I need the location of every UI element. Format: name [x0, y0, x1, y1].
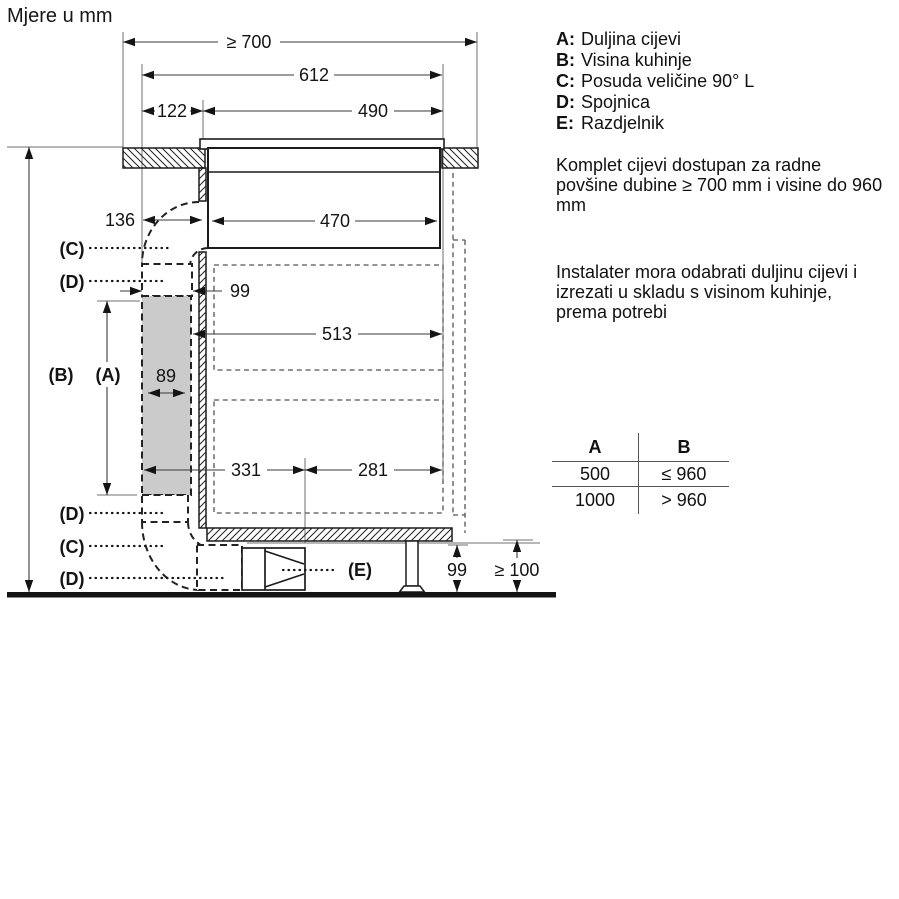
dim-281: 281 [357, 460, 389, 480]
table-cell: 500 [552, 462, 639, 487]
dim-99-top: 99 [229, 281, 251, 301]
label-b: (B) [48, 365, 74, 385]
table-header-b: B [639, 433, 730, 462]
table-cell: 1000 [552, 487, 639, 515]
units-note: Mjere u mm [7, 5, 113, 27]
table-header-row [552, 433, 729, 462]
legend-item-d [556, 92, 754, 113]
dim-700: ≥ 700 [226, 32, 272, 52]
extension-lines [7, 32, 540, 545]
label-e: (E) [348, 560, 372, 580]
connector-top [142, 264, 192, 296]
duct-pipe [142, 296, 191, 495]
cabinet-back-panel [199, 252, 206, 528]
dim-89: 89 [155, 366, 177, 386]
worktop-left [123, 148, 205, 168]
table-row [552, 462, 729, 487]
hob [200, 139, 444, 248]
legend-text: Visina kuhinje [581, 50, 692, 70]
connector-bottom [197, 545, 242, 590]
dim-612: 612 [298, 65, 330, 85]
diffuser [242, 548, 305, 590]
floor [7, 592, 556, 598]
label-d-bottom: (D) [59, 569, 85, 589]
label-d-top: (D) [59, 272, 85, 292]
legend-key: C: [556, 71, 575, 91]
table-cell: ≤ 960 [639, 462, 730, 487]
drawer-lower [214, 400, 443, 513]
cabinet-leg [400, 541, 425, 592]
legend-item-c [556, 71, 754, 92]
dim-513: 513 [321, 324, 353, 344]
legend-item-e [556, 113, 754, 134]
cutout-edge [199, 168, 206, 201]
dim-490: 490 [357, 101, 389, 121]
legend-key: A: [556, 29, 575, 49]
dim-470: 470 [319, 211, 351, 231]
legend-text: Posuda veličine 90° L [581, 71, 755, 91]
legend-text: Duljina cijevi [581, 29, 682, 49]
leg-foot [400, 586, 425, 592]
table-row [552, 487, 729, 515]
table-header-a: A [552, 433, 639, 462]
dim-99-bottom: 99 [446, 560, 468, 580]
legend-text: Razdjelnik [581, 113, 665, 133]
dim-100: ≥ 100 [494, 560, 540, 580]
note-duct-kit: Komplet cijevi dostupan za radne povšine dubine ≥ 700 mm i visine do 960 mm [556, 155, 883, 215]
dim-331: 331 [230, 460, 262, 480]
legend-item-b [556, 50, 754, 71]
cabinet-bottom-panel [207, 528, 452, 541]
label-c-bottom: (C) [59, 537, 85, 557]
legend-item-a [556, 29, 754, 50]
bend-top-outer [142, 202, 199, 264]
table-cell: > 960 [661, 490, 707, 510]
pipe-length-table [552, 433, 729, 514]
dimension-lines [29, 42, 517, 592]
parts-legend [556, 29, 754, 134]
dim-122: 122 [156, 101, 188, 121]
legend-text: Spojnica [581, 92, 651, 112]
connector-low [142, 495, 188, 522]
bend-bottom-outer [142, 522, 200, 590]
legend-key: E: [556, 113, 574, 133]
legend-key: D: [556, 92, 575, 112]
label-c-top: (C) [59, 239, 85, 259]
label-a: (A) [95, 365, 121, 385]
legend-key: B: [556, 50, 575, 70]
dim-136: 136 [104, 210, 136, 230]
note-installer: Instalater mora odabrati duljinu cijevi i izrezati u skladu s visinom kuhinje, prema potrebi [556, 262, 858, 322]
worktop-right [442, 148, 478, 168]
extractor-box [208, 148, 440, 248]
label-d-mid: (D) [59, 504, 85, 524]
